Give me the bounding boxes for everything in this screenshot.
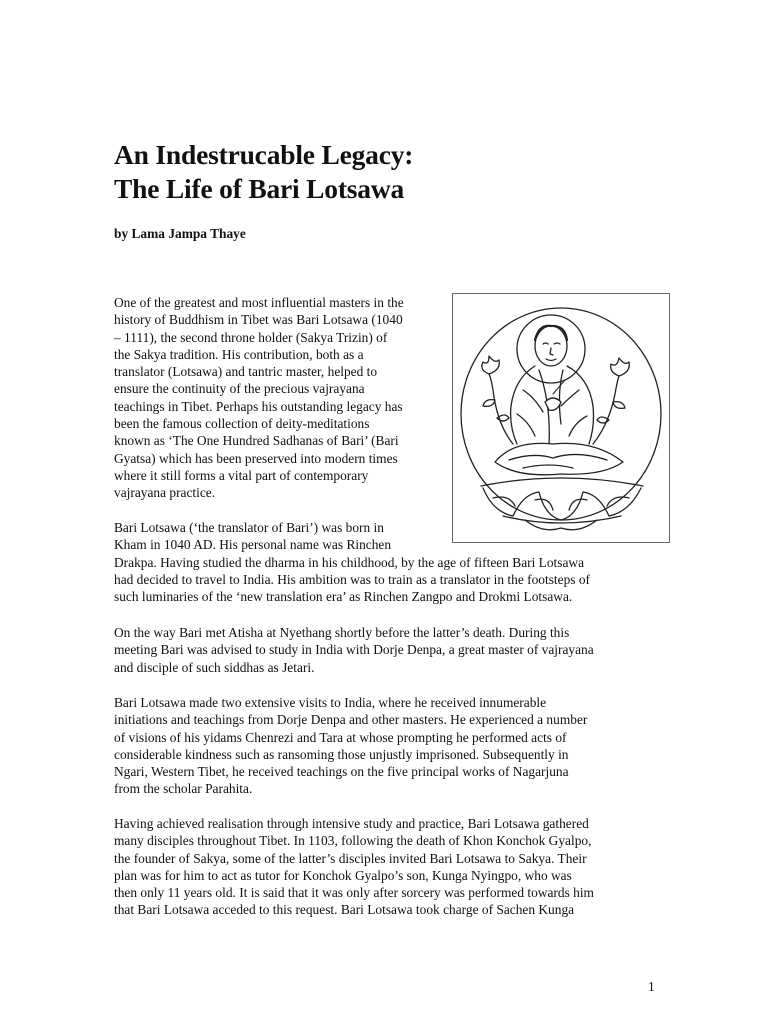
text-line: then only 11 years old. It is said that it was only after sorcery was performed towards him	[114, 885, 594, 901]
bari-lotsawa-illustration	[452, 293, 670, 543]
paragraph-3	[114, 624, 594, 676]
text-line: where it still forms a vital part of contemporary	[114, 467, 369, 483]
title-line-1: An Indestrucable Legacy:	[114, 139, 414, 170]
text-line: Bari Lotsawa made two extensive visits to India, where he received innumerable	[114, 695, 547, 710]
paragraph-2	[114, 519, 590, 605]
text-line: the founder of Sakya, some of the latter’s disciples invited Bari Lotsawa to Sakya. Their	[114, 850, 587, 866]
text-line: had decided to travel to India. His ambition was to train as a translator in the footsteps of	[114, 571, 590, 587]
text-line: Having achieved realisation through intensive study and practice, Bari Lotsawa gathered	[114, 816, 589, 831]
text-line: considerable kindness such as ransoming those unjustly imprisoned. Subsequently in	[114, 746, 569, 762]
text-line: Ngari, Western Tibet, he received teachings on the five principal works of Nagarjuna	[114, 764, 569, 780]
text-line: On the way Bari met Atisha at Nyethang shortly before the latter’s death. During this	[114, 625, 570, 640]
text-line: known as ‘The One Hundred Sadhanas of Bari’ (Bari	[114, 433, 399, 449]
text-line: One of the greatest and most influential masters in the	[114, 295, 404, 310]
text-line: teachings in Tibet. Perhaps his outstanding legacy has	[114, 398, 403, 414]
text-line: been the famous collection of deity-meditations	[114, 416, 370, 432]
page-number: 1	[648, 979, 655, 994]
text-line: Bari Lotsawa (‘the translator of Bari’) was born in	[114, 520, 384, 535]
title-line-2: The Life of Bari Lotsawa	[114, 173, 405, 204]
text-line: Drakpa. Having studied the dharma in his childhood, by the age of fifteen Bari Lotsawa	[114, 554, 585, 570]
text-line: such luminaries of the ‘new translation era’ as Rinchen Zangpo and Drokmi Lotsawa.	[114, 589, 573, 605]
text-line: the Sakya tradition. His contribution, both as a	[114, 346, 364, 362]
text-line: ensure the continuity of the precious vajrayana	[114, 381, 365, 397]
author-byline: by Lama Jampa Thaye	[114, 226, 246, 241]
text-line: Gyatsa) which has been preserved into modern times	[114, 450, 398, 466]
text-line: that Bari Lotsawa acceded to this request. Bari Lotsawa took charge of Sachen Kunga	[114, 902, 575, 918]
text-line: Kham in 1040 AD. His personal name was Rinchen	[114, 537, 392, 553]
text-line: and disciple of such siddhas as Jetari.	[114, 659, 315, 675]
seated-figure-drawing	[453, 294, 669, 542]
text-line: vajrayana practice.	[114, 485, 216, 501]
paragraph-4	[114, 694, 587, 798]
text-line: plan was for him to act as tutor for Konchok Gyalpo’s son, Kunga Nyingpo, who was	[114, 867, 572, 883]
text-line: translator (Lotsawa) and tantric master, helped to	[114, 364, 378, 380]
paragraph-1	[114, 294, 404, 502]
text-line: of visions of his yidams Chenrezi and Tara at whose prompting he performed acts of	[114, 729, 567, 745]
text-line: initiations and teachings from Dorje Denpa and other masters. He experienced a number	[114, 712, 588, 728]
text-line: meeting Bari was advised to study in India with Dorje Denpa, a great master of vajrayana	[114, 642, 594, 658]
text-line: many disciples throughout Tibet. In 1103, following the death of Khon Konchok Gyalpo,	[114, 833, 592, 849]
document-title	[114, 138, 413, 206]
text-line: – 1111), the second throne holder (Sakya Trizin) of	[114, 329, 388, 345]
paragraph-5	[114, 815, 594, 919]
text-line: from the scholar Parahita.	[114, 781, 253, 797]
text-line: history of Buddhism in Tibet was Bari Lotsawa (1040	[114, 312, 403, 328]
